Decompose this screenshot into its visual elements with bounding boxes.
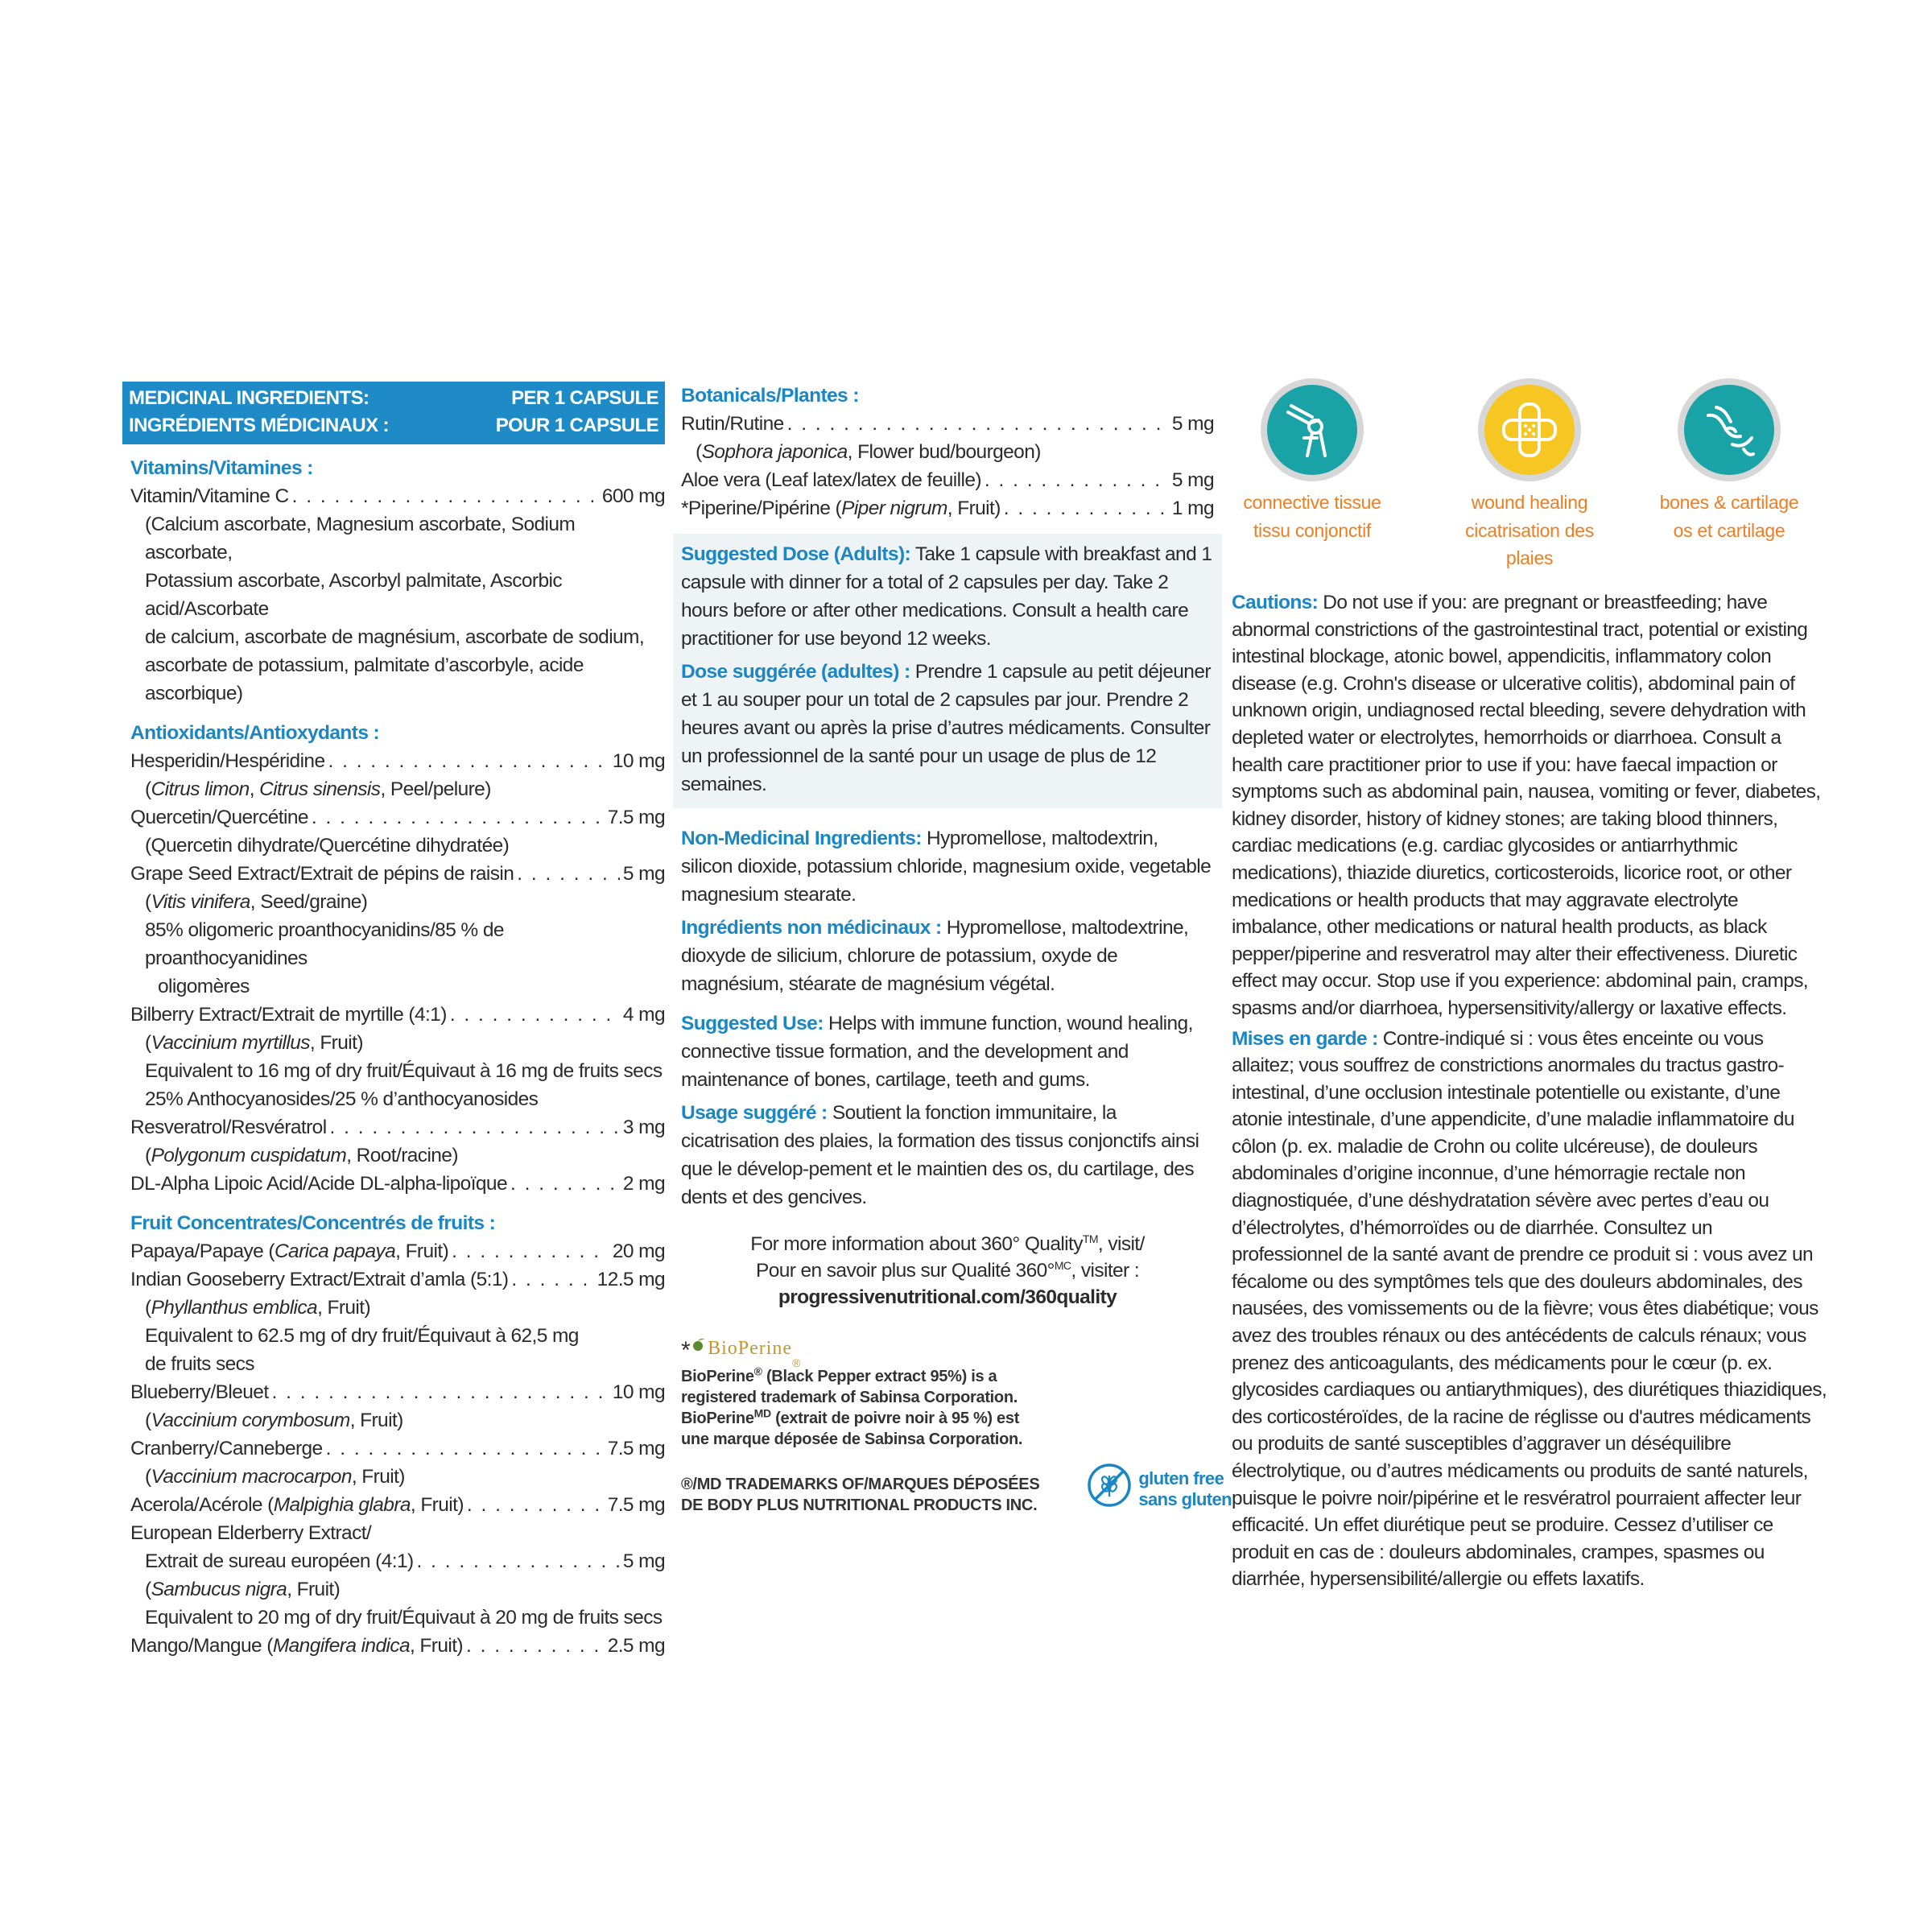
ingredient-name: DL-Alpha Lipoic Acid/Acide DL-alpha-lipoïque [130,1173,507,1195]
ingredient-name: European Elderberry Extract/ [130,1522,372,1544]
ingredient-source: (Polygonum cuspidatum, Root/racine) [145,1145,458,1166]
ingredient-name: Papaya/Papaye (Carica papaya, Fruit) [130,1241,449,1262]
ingredient-note: 25% Anthocyanosides/25 % d’anthocyanosides [145,1088,539,1110]
ingredient-note: Equivalent to 20 mg of dry fruit/Équivaut à 20 mg de fruits secs [145,1607,663,1629]
suggested-use-en: Suggested Use: Helps with immune function, wound healing, connective tissue formation, and the development and maintenance of bones, cartilage, teeth and gums. [681,1013,1193,1091]
non-medicinal-fr: Ingrédients non médicinaux : Hypromellose, maltodextrine, dioxyde de silicium, chlorure de potassium, oxyde de magnésium, stéarate de magnésium végétal. [681,917,1189,995]
bioperine-logo: * BioPerine ® [681,1331,1214,1363]
ingredient-row [681,466,1214,494]
ingredient-row [130,1001,665,1029]
ingredient-amount: 600 mg [601,485,665,507]
ingredient-note: oligomères [158,976,250,997]
ingredient-note: (Calcium ascorbate, Magnesium ascorbate, Sodium ascorbate, [145,514,576,564]
ingredient-amount: 4 mg [622,1004,665,1026]
ingredient-source: (Citrus limon, Citrus sinensis, Peel/pelure) [145,778,491,800]
more-info: For more information about 360° Quality™, visit/ Pour en savoir plus sur Qualité 360°$^{MC}$, visiter : progressivenutritional.com/360quality [681,1231,1214,1311]
ingredient-amount: 5 mg [622,1550,665,1572]
ingredient-amount: 3 mg [622,1117,665,1138]
ingredient-row [130,747,665,775]
ingredient-note: (Quercetin dihydrate/Quercétine dihydratée) [145,835,510,857]
cautions-en: Cautions: Do not use if you: are pregnant or breastfeeding; have abnormal constrictions of the gastrointestinal tract, potential or existing intestinal blockage, atonic bowel, appendicitis, inflammatory colon disease (e.g. Crohn's disease or ulcerative colitis), abdominal pain of unknown origin, undiagnosed rectal bleeding, severe dehydration with depleted water or electrolytes, hemorrhoids or diarrhoea. Consult a health care practitioner prior to use if you: have faecal impaction or symptoms such as abdominal pain, nausea, vomiting or fever, diabetes, kidney disorder, history of kidney stones; are taking blood thinners, cardiac medications (e.g. cardiac glycosides or antiarrhythmic medications), thiazide diuretics, corticosteroids, licorice root, or other medications or health products that may aggravate electrolyte imbalance, other medications or natural health products, as black pepper/piperine and resveratrol may alter their effectiveness. Diuretic effect may occur. Stop use if you experience: abdominal pain, cramps, spasms and/or diarrhoea, hypersensitivity/allergy or laxative effects. [1232,592,1821,1019]
ingredient-name: Aloe vera (Leaf latex/latex de feuille) [681,469,981,491]
suggested-use-fr: Usage suggéré : Soutient la fonction immunitaire, la cicatrisation des plaies, la formation des tissus conjonctifs ainsi que le dévelop-pement et le maintien des os, du cartilage, des dents et des gencives. [681,1102,1199,1208]
ingredient-amount: 2 mg [622,1173,665,1195]
gluten-free-fr: sans gluten [1138,1489,1232,1509]
ingredient-name: Acerola/Acérole (Malpighia glabra, Fruit) [130,1494,464,1516]
ingredient-amount: 12.5 mg [597,1269,665,1290]
ingredient-amount: 20 mg [612,1241,665,1262]
ingredient-name: Grape Seed Extract/Extrait de pépins de raisin [130,863,514,885]
botanicals-heading: Botanicals/Plantes : [681,385,859,407]
ingredient-source: (Sophora japonica, Flower bud/bourgeon) [696,441,1041,463]
ingredient-row [681,494,1214,522]
ingredient-name: Hesperidin/Hespéridine [130,750,325,772]
ingredient-row [681,410,1214,438]
antioxidants-heading: Antioxidants/Antioxydants : [130,722,380,744]
ingredient-row [130,1632,665,1660]
suggested-dose-box [673,534,1222,808]
ingredient-name: Indian Gooseberry Extract/Extrait d’amla (5:1) [130,1269,509,1290]
ingredient-amount: 1 mg [1171,497,1214,519]
gluten-free-badge [1087,1463,1232,1516]
benefit-icons [1232,378,1827,572]
ingredient-row [130,1237,665,1265]
ingredient-amount: 2.5 mg [607,1635,665,1657]
ingredient-name: *Piperine/Pipérine (Piper nigrum, Fruit) [681,497,1001,519]
gluten-free-icon [1087,1463,1132,1516]
bone-joint-icon [1684,385,1774,475]
benefit-label-en: bones & cartilage [1659,492,1799,513]
vitamins-heading: Vitamins/Vitamines : [130,457,313,479]
pepper-leaf-icon [691,1331,706,1360]
medicinal-ingredients-column [122,382,665,1660]
ingredient-row [130,1435,665,1463]
ingredient-name: Cranberry/Canneberge [130,1438,323,1459]
ingredient-row [130,1170,665,1198]
dose-en: Suggested Dose (Adults): Take 1 capsule with breakfast and 1 capsule with dinner for a total of 2 capsules per day. Take 2 hours before or after other medications. Consult a health care practitioner for use beyond 12 weeks. [681,543,1212,650]
benefit-label-en: connective tissue [1243,492,1381,513]
ingredient-row [130,1265,665,1294]
bandage-icon [1484,385,1575,475]
benefit-label-fr: cicatrisation des plaies [1465,520,1594,568]
ingredient-source: (Vaccinium corymbosum, Fruit) [145,1410,403,1431]
ingredient-amount: 10 mg [612,750,665,772]
ingredient-name: Quercetin/Quercétine [130,807,308,828]
ingredient-note: ascorbate de potassium, palmitate d’ascorbyle, acide ascorbique) [145,654,584,704]
ingredient-row [130,1491,665,1519]
ingredient-note: 85% oligomeric proanthocyanidins/85 % de proanthocyanidines [145,919,504,969]
benefit-label-en: wound healing [1471,492,1588,513]
fruits-heading: Fruit Concentrates/Concentrés de fruits : [130,1212,496,1234]
benefit-label-fr: os et cartilage [1673,520,1785,541]
ingredient-note: de calcium, ascorbate de magnésium, ascorbate de sodium, [145,626,645,648]
ingredient-note: de fruits secs [145,1353,254,1375]
ingredient-row [130,482,665,510]
ingredient-name: Blueberry/Bleuet [130,1381,269,1403]
ingredient-source: (Phyllanthus emblica, Fruit) [145,1297,371,1319]
ingredient-name: Mango/Mangue (Mangifera indica, Fruit) [130,1635,463,1657]
ingredient-amount: 5 mg [1171,413,1214,435]
ingredient-amount: 7.5 mg [607,1438,665,1459]
ingredient-source: (Sambucus nigra, Fruit) [145,1579,341,1600]
ingredient-amount: 5 mg [1171,469,1214,491]
ingredient-name: Vitamin/Vitamine C [130,485,289,507]
ingredient-name: Resveratrol/Resvératrol [130,1117,327,1138]
knee-joint-icon [1267,385,1357,475]
benefit-label-fr: tissu conjonctif [1253,520,1372,541]
cautions-section [1232,589,1827,1593]
ingredient-row [130,1378,665,1406]
ingredient-note: Equivalent to 16 mg of dry fruit/Équivaut à 16 mg de fruits secs [145,1060,663,1082]
dose-fr: Dose suggérée (adultes) : Prendre 1 capsule au petit déjeuner et 1 au souper pour un total de 2 capsules par jour. Prendre 2 heures avant ou après la prise d’autres médicaments. Consulter un professionnel de la santé pour un usage de plus de 12 semaines. [681,661,1211,795]
ingredient-note: Potassium ascorbate, Ascorbyl palmitate, Ascorbic acid/Ascorbate [145,570,563,620]
quality-link[interactable]: progressivenutritional.com/360quality [778,1286,1117,1308]
ingredient-row [130,860,665,888]
header-left-fr: INGRÉDIENTS MÉDICINAUX : [129,415,389,436]
ingredient-note: Equivalent to 62.5 mg of dry fruit/Équivaut à 62,5 mg [145,1325,579,1347]
ingredient-amount: 7.5 mg [607,1494,665,1516]
ingredients-header [122,382,665,444]
gluten-free-en: gluten free [1138,1468,1224,1488]
benefit-bones-cartilage [1649,378,1810,544]
ingredient-row [130,1547,665,1575]
ingredient-amount: 10 mg [612,1381,665,1403]
botanicals-dose-column [681,382,1232,1516]
ingredient-name: Bilberry Extract/Extrait de myrtille (4:1) [130,1004,447,1026]
cautions-fr: Mises en garde : Contre-indiqué si : vous êtes enceinte ou vous allaitez; vous souffrez de constrictions anormales du tractus gastro-intestinal, d’une occlusion intestinale potentielle ou existante, d’une atonie intestinale, d’une appendicite, d’une maladie inflammatoire du côlon (p. ex. maladie de Crohn ou colite ulcéreuse), de douleurs abdominales d’origine inconnue, d’une hémorragie rectale non diagnostiquée, d’une déshydratation sévère avec pertes d’eau ou d’électrolytes, d’hémorroïdes ou de diarrhée. Consultez un professionnel de la santé avant de prendre ce produit si : vous avez un fécalome ou des symptômes tels que des douleurs abdominales, des nausées, des vomissements ou de la fièvre; vous êtes diabétique; vous avez des troubles rénaux ou des antécédents de calculs rénaux; vous prenez des anticoagulants, des médicaments pour le cœur (p. ex. glycosides cardiaques ou antiarythmiques), des diurétiques thiazidiques, des corticostéroïdes, de la racine de réglisse ou d'autres médicaments ou produits de santé susceptibles d’aggraver un déséquilibre électrolytique, ou d’autres médicaments ou produits de santé naturels, puisque le poivre noir/pipérine et le resvératrol pourraient affecter leur efficacité. Un effet diurétique peut se produire. Cessez d’utiliser ce produit en cas de : douleurs abdominales, crampes, spasmes ou diarrhée, hypersensibilité/allergie ou effets laxatifs. [1232,1027,1827,1591]
ingredient-row [130,1113,665,1141]
ingredient-amount: 5 mg [622,863,665,885]
ingredient-source: (Vaccinium myrtillus, Fruit) [145,1032,363,1054]
non-medicinal-en: Non-Medicinal Ingredients: Hypromellose, maltodextrin, silicon dioxide, potassium chloride, magnesium oxide, vegetable magnesium stearate. [681,828,1212,906]
benefit-wound-healing [1449,378,1610,572]
header-right-fr: POUR 1 CAPSULE [495,415,658,436]
ingredient-source: (Vaccinium macrocarpon, Fruit) [145,1466,405,1488]
trademark-note: ®/MD TRADEMARKS OF/MARQUES DÉPOSÉES DE BODY PLUS NUTRITIONAL PRODUCTS INC. [681,1476,1040,1514]
header-left-en: MEDICINAL INGREDIENTS: [129,387,369,409]
ingredient-source: (Vitis vinifera, Seed/graine) [145,891,368,913]
ingredient-name: Extrait de sureau européen (4:1) [145,1550,414,1572]
benefit-connective-tissue [1232,378,1393,544]
ingredient-amount: 7.5 mg [607,807,665,828]
header-right-en: PER 1 CAPSULE [511,387,658,409]
ingredient-name: Rutin/Rutine [681,413,784,435]
ingredient-row [130,803,665,832]
bioperine-note: BioPerine® (Black Pepper extract 95%) is a registered trademark of Sabinsa Corporation. BioPerine$^{MD}$ (extrait de poivre noir à 95 %) est une marque déposée de Sabinsa Corporation. [681,1364,1023,1448]
